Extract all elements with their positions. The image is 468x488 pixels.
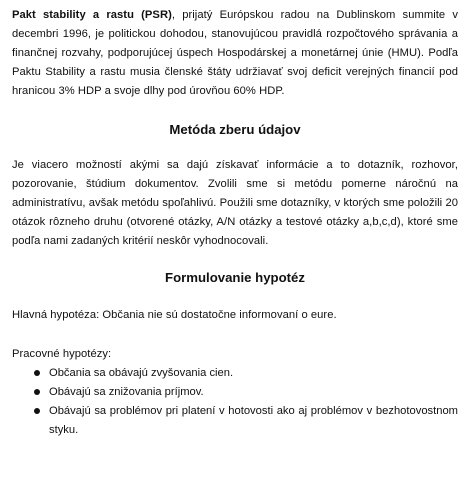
list-item [12, 383, 458, 402]
main-hypothesis: Hlavná hypotéza: Občania nie sú dostatočne informovaní o eure. [12, 309, 337, 321]
document-page [12, 6, 458, 440]
intro-paragraph [12, 6, 458, 101]
working-hypotheses-list [12, 364, 458, 440]
list-item-text: Obávajú sa problémov pri platení v hotovosti ako aj problémov v bezhotovostnom styku. [49, 405, 458, 436]
intro-text: , prijatý Európskou radou na Dublinskom summite v decembri 1996, je politickou dohodou, stanovujúcou pravidlá rozpočtového správania a finančnej rozvahy, podporujúcej úspech Hospodárskej a monetárnej únie (HMU). Podľa Paktu Stability a rastu musia členské štáty udržiavať svoj deficit verejných financií pod hranicou 3% HDP a svoje dlhy pod úrovňou 60% HDP. [12, 9, 458, 97]
bullet-icon [34, 389, 40, 395]
intro-bold-lead: Pakt stability a rastu (PSR) [12, 9, 172, 21]
hypotheses-heading: Formulovanie hypotéz [165, 270, 305, 285]
method-heading: Metóda zberu údajov [169, 122, 301, 137]
bullet-icon [34, 408, 40, 414]
list-item [12, 402, 458, 440]
bullet-icon [34, 370, 40, 376]
method-paragraph: Je viacero možností akými sa dajú získavať informácie a to dotazník, rozhovor, pozorovanie, štúdium dokumentov. Zvolili sme si metódu pomerne náročnú na administratívu, avšak metódu spoľahlivú. Použili sme dotazníky, v ktorých sme položili 20 otázok rôzneho druhu (otvorené otázky, A/N otázky a testové otázky a,b,c,d), ktoré sme podľa nami zadaných kritérií neskôr vyhodnocovali. [12, 159, 458, 247]
list-item [12, 364, 458, 383]
working-hypotheses-label: Pracovné hypotézy: [12, 348, 112, 360]
list-item-text: Občania sa obávajú zvyšovania cien. [49, 367, 234, 379]
list-item-text: Obávajú sa znižovania príjmov. [49, 386, 204, 398]
